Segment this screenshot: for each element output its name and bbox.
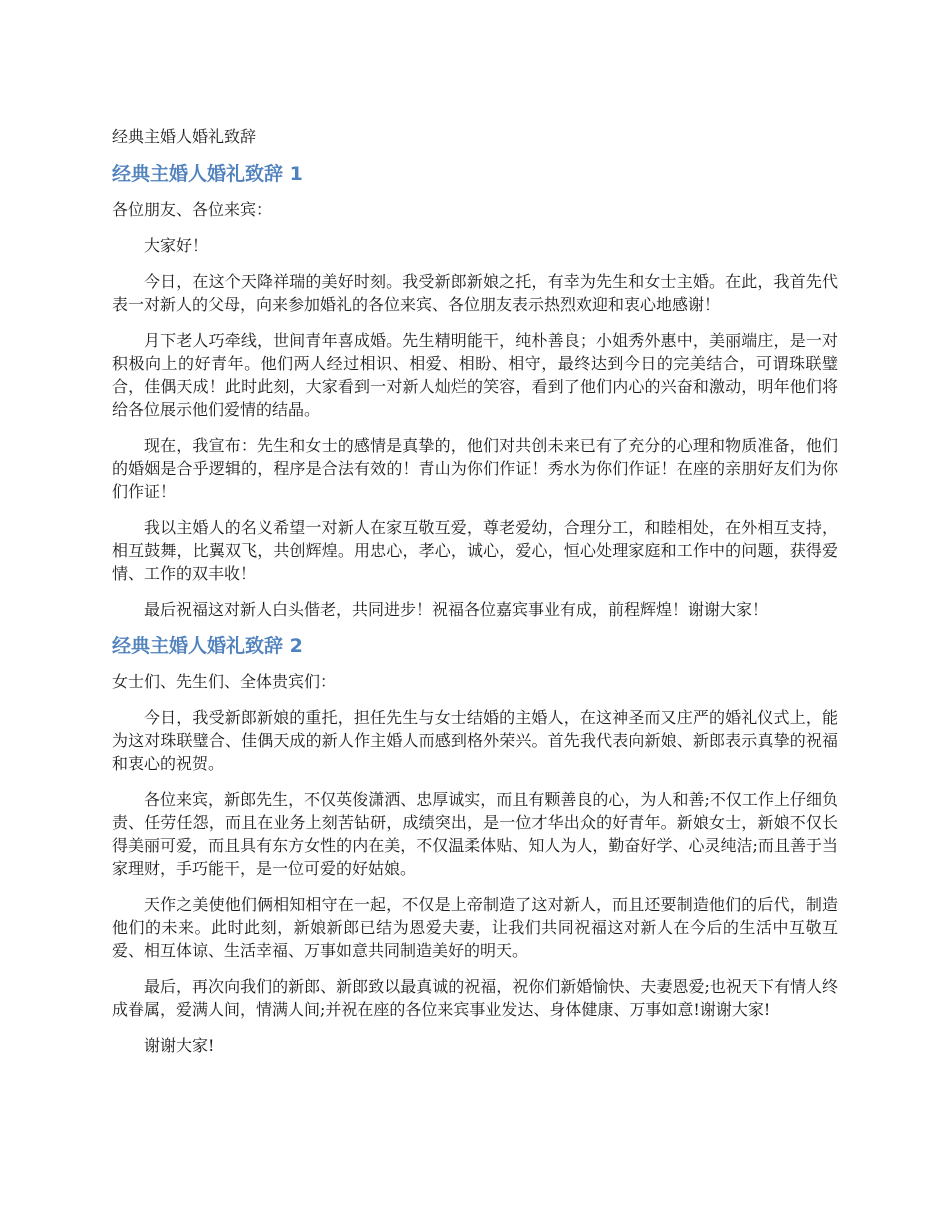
paragraph: 天作之美使他们俩相知相守在一起，不仅是上帝制造了这对新人，而且还要制造他们的后代，制造他们的未来。此时此刻，新娘新郎已结为恩爱夫妻，让我们共同祝福这对新人在今后的生活中互敬互爱、相互体谅、生活幸福、万事如意共同制造美好的明天。 bbox=[112, 895, 838, 960]
paragraph: 最后，再次向我们的新郎、新郎致以最真诚的祝福，祝你们新婚愉快、夫妻恩爱;也祝天下有情人终成眷属，爱满人间，情满人间;并祝在座的各位来宾事业发达、身体健康、万事如意!谢谢大家! bbox=[112, 977, 838, 1019]
salutation-1: 各位朋友、各位来宾： bbox=[112, 200, 273, 219]
paragraph: 最后祝福这对新人白头偕老，共同进步！祝福各位嘉宾事业有成，前程辉煌！谢谢大家！ bbox=[144, 600, 769, 619]
paragraph: 大家好！ bbox=[144, 236, 209, 255]
section-heading-1: 经典主婚人婚礼致辞 1 bbox=[112, 163, 303, 185]
salutation-2: 女士们、先生们、全体贵宾们： bbox=[112, 672, 337, 691]
document-page bbox=[112, 126, 838, 1070]
paragraph: 谢谢大家! bbox=[144, 1036, 215, 1055]
paragraph: 我以主婚人的名义希望一对新人在家互敬互爱，尊老爱幼，合理分工，和睦相处，在外相互支持，相互鼓舞，比翼双飞，共创辉煌。用忠心，孝心，诚心，爱心，恒心处理家庭和工作中的问题，获得爱情、工作的双丰收！ bbox=[112, 518, 838, 583]
paragraph: 现在，我宣布：先生和女士的感情是真挚的，他们对共创未来已有了充分的心理和物质准备，他们的婚姻是合乎逻辑的，程序是合法有效的！青山为你们作证！秀水为你们作证！在座的亲朋好友们为你们作证！ bbox=[112, 436, 838, 501]
paragraph: 月下老人巧牵线，世间青年喜成婚。先生精明能干，纯朴善良；小姐秀外惠中，美丽端庄，是一对积极向上的好青年。他们两人经过相识、相爱、相盼、相守，最终达到今日的完美结合，可谓珠联璧合，佳偶天成！此时此刻，大家看到一对新人灿烂的笑容，看到了他们内心的兴奋和激动，明年他们将给各位展示他们爱情的结晶。 bbox=[112, 331, 838, 419]
paragraph: 今日，在这个天降祥瑞的美好时刻。我受新郎新娘之托，有幸为先生和女士主婚。在此，我首先代表一对新人的父母，向来参加婚礼的各位来宾、各位朋友表示热烈欢迎和衷心地感谢！ bbox=[112, 272, 838, 314]
paragraph: 今日，我受新郎新娘的重托，担任先生与女士结婚的主婚人，在这神圣而又庄严的婚礼仪式上，能为这对珠联璧合、佳偶天成的新人作主婚人而感到格外荣兴。首先我代表向新娘、新郎表示真挚的祝福和衷心的祝贺。 bbox=[112, 708, 838, 773]
paragraph: 各位来宾，新郎先生，不仅英俊潇洒、忠厚诚实，而且有颗善良的心，为人和善;不仅工作上仔细负责、任劳任怨，而且在业务上刻苦钻研，成绩突出，是一位才华出众的好青年。新娘女士，新娘不仅长得美丽可爱，而且具有东方女性的内在美，不仅温柔体贴、知人为人，勤奋好学、心灵纯洁;而且善于当家理财，手巧能干，是一位可爱的好姑娘。 bbox=[112, 790, 838, 878]
document-title: 经典主婚人婚礼致辞 bbox=[112, 127, 257, 146]
section-heading-2: 经典主婚人婚礼致辞 2 bbox=[112, 635, 303, 657]
section-2 bbox=[112, 634, 838, 1057]
section-1 bbox=[112, 162, 838, 621]
